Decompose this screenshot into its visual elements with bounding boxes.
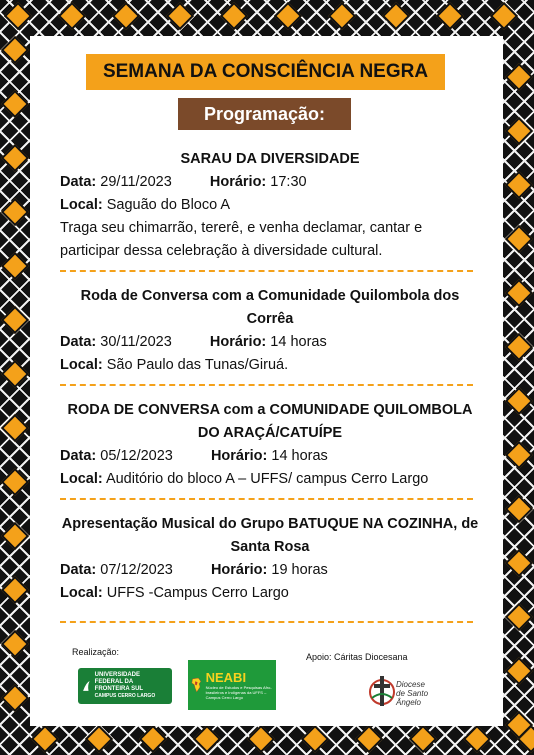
time-value: 19 horas	[271, 562, 328, 578]
neabi-name: NEABI	[205, 670, 247, 685]
border-diamond	[382, 2, 410, 30]
event-title: RODA DE CONVERSA com a COMUNIDADE QUILOMBOLA DO ARAÇÁ/CATUÍPE	[67, 402, 473, 441]
border-diamond	[505, 333, 533, 361]
event-roda-correa	[60, 285, 480, 377]
border-diamond	[505, 495, 533, 523]
place-label: Local:	[60, 471, 103, 487]
border-diamond	[85, 725, 113, 753]
event-title: Roda de Conversa com a Comunidade Quilombola dos Corrêa	[80, 288, 460, 327]
date-value: 07/12/2023	[100, 562, 173, 578]
event-place	[60, 468, 480, 491]
border-diamond	[1, 414, 29, 442]
border-diamond	[274, 2, 302, 30]
border-diamond	[301, 725, 329, 753]
border-diamond	[1, 522, 29, 550]
border-diamond	[328, 2, 356, 30]
border-diamond	[247, 725, 275, 753]
border-diamond	[1, 630, 29, 658]
border-diamond	[1, 252, 29, 280]
border-diamond	[1, 36, 29, 64]
realizacao-label: Realização:	[72, 647, 120, 657]
program-heading: Programação:	[178, 98, 351, 130]
divider	[60, 270, 473, 272]
place-label: Local:	[60, 197, 103, 213]
place-value: Auditório do bloco A – UFFS/ campus Cerro Largo	[105, 471, 429, 487]
time-label: Horário:	[210, 448, 268, 464]
diocese-line2: de Santo Ângelo	[396, 689, 429, 707]
place-label: Local:	[60, 585, 103, 601]
time-label: Horário:	[209, 334, 267, 350]
diocese-line1: Diocese	[396, 680, 425, 689]
border-diamond	[505, 657, 533, 685]
divider	[60, 384, 473, 386]
neabi-logo	[188, 660, 276, 710]
event-date-time	[60, 559, 480, 582]
africa-map-icon	[191, 666, 202, 704]
border-diamond	[505, 549, 533, 577]
place-value: Saguão do Bloco A	[106, 197, 231, 213]
time-value: 14 horas	[270, 334, 327, 350]
border-diamond	[1, 306, 29, 334]
border-diamond	[139, 725, 167, 753]
uffs-campus-text: CAMPUS CERRO LARGO	[94, 693, 156, 699]
neabi-subtitle: Núcleo de Estudos e Pesquisas Afro-brasileiros e Indígenas da UFFS – Campus Cerro Largo	[205, 685, 272, 700]
border-diamond	[1, 468, 29, 496]
event-date-time	[60, 331, 480, 354]
border-diamond	[505, 387, 533, 415]
event-title: SARAU DA DIVERSIDADE	[180, 151, 360, 167]
event-place	[60, 582, 480, 605]
event-place	[60, 354, 480, 377]
event-date-time	[60, 445, 480, 468]
event-place	[60, 194, 480, 217]
event-date-time	[60, 171, 480, 194]
date-label: Data:	[60, 562, 97, 578]
event-roda-araca	[60, 399, 480, 491]
uffs-logo-text: UNIVERSIDADE FEDERAL DA FRONTEIRA SUL	[94, 672, 144, 692]
place-label: Local:	[60, 357, 103, 373]
border-diamond	[220, 2, 248, 30]
time-value: 17:30	[270, 174, 307, 190]
border-diamond	[193, 725, 221, 753]
date-label: Data:	[60, 174, 97, 190]
border-diamond	[505, 603, 533, 631]
divider	[60, 498, 473, 500]
border-diamond	[1, 144, 29, 172]
border-diamond	[355, 725, 383, 753]
place-value: UFFS -Campus Cerro Largo	[106, 585, 289, 601]
border-diamond	[505, 441, 533, 469]
time-label: Horário:	[210, 562, 268, 578]
border-diamond	[505, 117, 533, 145]
border-diamond	[505, 63, 533, 91]
border-diamond	[1, 576, 29, 604]
content-area	[30, 36, 503, 726]
border-diamond	[505, 279, 533, 307]
event-title: Apresentação Musical do Grupo BATUQUE NA COZINHA, de Santa Rosa	[61, 516, 479, 555]
border-diamond	[1, 90, 29, 118]
date-value: 30/11/2023	[100, 334, 172, 350]
apoio-label: Apoio: Cáritas Diocesana	[306, 652, 408, 662]
border-diamond	[112, 2, 140, 30]
border-diamond	[505, 171, 533, 199]
diocese-logo	[368, 662, 438, 712]
divider	[60, 621, 473, 623]
time-value: 14 horas	[271, 448, 328, 464]
time-label: Horário:	[209, 174, 267, 190]
border-diamond	[1, 198, 29, 226]
border-diamond	[4, 2, 32, 30]
border-diamond	[409, 725, 437, 753]
border-diamond	[505, 225, 533, 253]
border-diamond	[58, 2, 86, 30]
date-label: Data:	[60, 448, 97, 464]
date-value: 29/11/2023	[100, 174, 172, 190]
border-diamond	[436, 2, 464, 30]
border-diamond	[490, 2, 518, 30]
border-diamond	[1, 684, 29, 712]
border-diamond	[1, 360, 29, 388]
date-label: Data:	[60, 334, 97, 350]
border-diamond	[31, 725, 59, 753]
uffs-logo	[78, 668, 172, 704]
event-title-banner: SEMANA DA CONSCIÊNCIA NEGRA	[86, 54, 445, 90]
event-description: Traga seu chimarrão, tererê, e venha declamar, cantar e participar dessa celebração à diversidade cultural.	[60, 220, 423, 259]
border-diamond	[166, 2, 194, 30]
event-sarau	[60, 148, 480, 263]
place-value: São Paulo das Tunas/Giruá.	[106, 357, 289, 373]
event-batuque	[60, 513, 480, 605]
uffs-mark-icon	[82, 675, 91, 697]
border-diamond	[463, 725, 491, 753]
date-value: 05/12/2023	[100, 448, 173, 464]
